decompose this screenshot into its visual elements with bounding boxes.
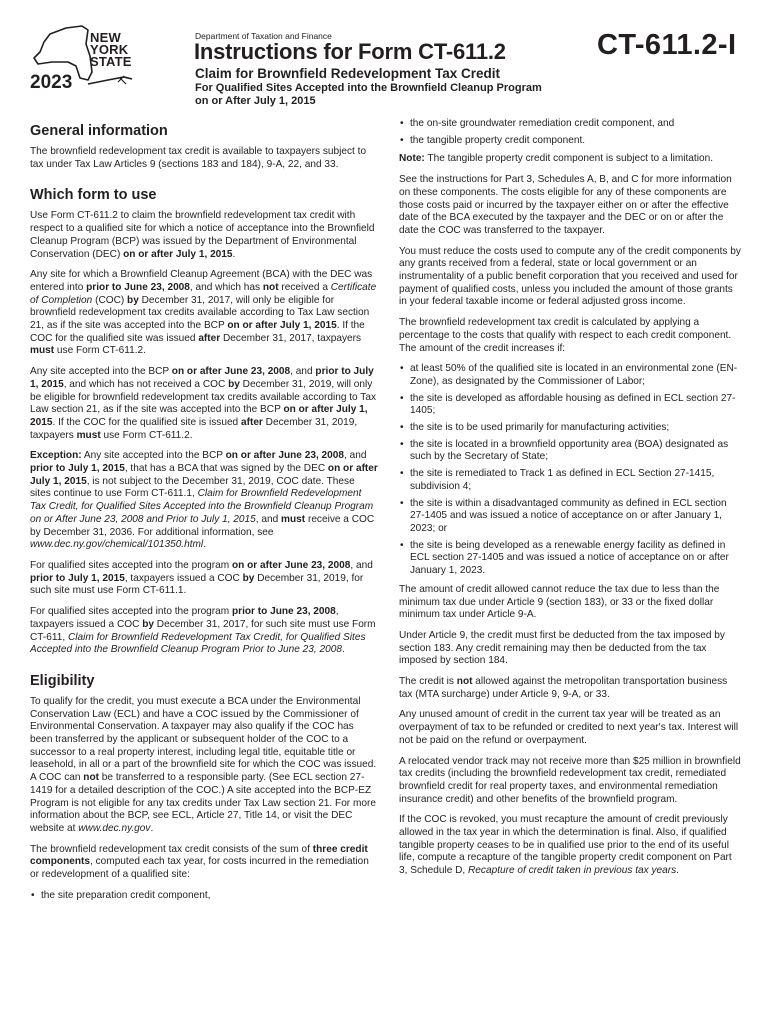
body-paragraph: The amount of credit allowed cannot reduce the tax due to less than the minimum tax due under Article 9 (section 183), or 33 or the fixed dollar minimum tax under Article 9-A. xyxy=(399,583,720,621)
list-item: • the site is located in a brownfield opportunity area (BOA) designated as such by the Secretary of State; xyxy=(399,439,742,464)
general-information-text: The brownfield redevelopment tax credit is available to taxpayers subject to tax under Tax Law Articles 9 (sections 183 and 184), 9-A, 22, and 33. xyxy=(30,146,367,170)
list-item: • the site is being developed as a renewable energy facility as defined in ECL section 27-1405 and was issued a notice of acceptance on or after January 1, 2023. xyxy=(399,540,742,578)
list-item: • the site is to be used primarily for manufacturing activities; xyxy=(399,422,742,435)
logo-line-3: STATE xyxy=(90,54,132,69)
logo-wordmark xyxy=(90,32,132,68)
credit-increase-list xyxy=(399,363,742,578)
form-code: CT-611.2-I xyxy=(597,29,737,61)
body-paragraph: The credit is not allowed against the metropolitan transportation business tax (MTA surcharge) under Article 9, 9-A, or 33. xyxy=(399,676,728,700)
note-paragraph: Note: The tangible property credit component is subject to a limitation. xyxy=(399,153,713,165)
body-paragraph: A relocated vendor track may not receive more than $25 million in brownfield tax credits (including the brownfield redevelopment tax credit, remediated brownfield credit for real property taxes, and environmental remediation insurance credit) and other benefits of the brownfield program. xyxy=(399,755,741,805)
body-paragraph: Under Article 9, the credit must first be deducted from the tax imposed by section 183. Any credit remaining may then be deducted from the tax imposed by section 184. xyxy=(399,629,725,667)
which-form-paragraph: Any site accepted into the BCP on or after June 23, 2008, and prior to July 1, 2015, and which has not received a COC by December 31, 2019, will only be eligible for brownfield redevelopment tax credits available according to Tax Law section 21, as if the site was accepted into the BCP on or after July 1, 2015. If the COC for the qualified site is issued after December 31, 2019, taxpayers must use Form CT-611.2. xyxy=(30,366,377,441)
body-paragraph: If the COC is revoked, you must recapture the amount of credit previously allowed in the tax year in which the determination is final. Also, if qualified tangible property ceases to be in qualified use prior to the end of its useful life, compute a recapture of the tangible property credit component on Part 3, Schedule D, Recapture of credit taken in previous tax years. xyxy=(399,814,732,877)
logo-line-2: YORK xyxy=(90,42,129,57)
list-item: • the on-site groundwater remediation credit component, and xyxy=(399,118,742,131)
which-form-paragraph: For qualified sites accepted into the program prior to June 23, 2008, taxpayers issued a COC by December 31, 2017, for such site must use Form CT-611, Claim for Brownfield Redevelopment Tax Credit, for Qualified Sites Accepted into the Brownfield Cleanup Program Prior to June 23, 2008. xyxy=(30,606,376,656)
dec-chemical-link[interactable]: www.dec.ny.gov/chemical/101350.html xyxy=(30,539,204,551)
list-item: • at least 50% of the qualified site is located in an environmental zone (EN-Zone), as designated by the Commissioner of Labor; xyxy=(399,363,742,388)
body-paragraph: See the instructions for Part 3, Schedules A, B, and C for more information on these components. The costs eligible for any of these components are those costs paid or incurred by the taxpayer either on or after the effective date of the BCA executed by the taxpayer and the DEC or on or after the date the COC was transferred to the taxpayer. xyxy=(399,174,732,236)
credit-components-list xyxy=(399,118,742,147)
page-subtitle-2: For Qualified Sites Accepted into the Brownfield Cleanup Program on or After July 1, 2015 xyxy=(195,82,542,107)
logo-line-1: NEW xyxy=(90,30,121,45)
eligibility-paragraph: The brownfield redevelopment tax credit consists of the sum of three credit components, computed each tax year, for costs incurred in the remediation or redevelopment of a qualified site: xyxy=(30,843,369,881)
page-title: Instructions for Form CT-611.2 xyxy=(194,39,506,64)
credit-components-list xyxy=(30,890,378,903)
list-item: • the site is within a disadvantaged community as defined in ECL section 27-1405 and was issued a notice of acceptance on or after January 1, 2023; or xyxy=(399,498,742,536)
which-form-paragraph: Any site for which a Brownfield Cleanup Agreement (BCA) with the DEC was entered into prior to June 23, 2008, and which has not received a Certificate of Completion (COC) by December 31, 2017, will only be eligible for brownfield redevelopment tax credits available according to Tax Law section 21, as if the site was accepted into the BCP on or after July 1, 2015. If the COC for the qualified site was issued after December 31, 2017, taxpayers must use Form CT-611.2. xyxy=(30,269,377,357)
general-information-heading: General information xyxy=(30,123,168,139)
eligibility-paragraph: To qualify for the credit, you must execute a BCA under the Environmental Conservation Law (ECL) and have a COC issued by the Commissioner of Environmental Conservation. A taxpayer may also qualify if the COC has been transferred by the applicant or subsequent holder of the COC to a successor to a real property interest, including legal title, equitable title or leasehold, in all or a part of the brownfield site for which the COC was issued. A COC can not be transferred to a responsible party. (See ECL section 27-1419 for a detailed description of the COC.) A site accepted into the BCP-EZ Program is not eligible for any tax credits under Tax Law section 21. For more information about the BCP, see ECL, Article 27, Title 14, or visit the DEC website at www.dec.ny.gov. xyxy=(30,695,377,834)
nys-logo xyxy=(28,22,178,98)
page-subtitle: Claim for Brownfield Redevelopment Tax Credit xyxy=(195,66,501,81)
right-column xyxy=(399,118,742,886)
which-form-paragraph: For qualified sites accepted into the program on or after June 23, 2008, and prior to July 1, 2015, taxpayers issued a COC by December 31, 2019, for such site must use Form CT-611.1. xyxy=(30,559,373,597)
which-form-paragraph: Use Form CT-611.2 to claim the brownfield redevelopment tax credit with respect to a qualified site for which a notice of acceptance into the Brownfield Cleanup Program (BCP) was issued by the Department of Environmental Conservation (DEC) on or after July 1, 2015. xyxy=(30,210,375,260)
eligibility-heading: Eligibility xyxy=(30,672,95,689)
dec-website-link[interactable]: www.dec.ny.gov xyxy=(78,822,151,834)
list-item: • the site is remediated to Track 1 as defined in ECL Section 27-1415, subdivision 4; xyxy=(399,468,742,493)
which-form-heading: Which form to use xyxy=(30,187,157,204)
body-paragraph: The brownfield redevelopment tax credit is calculated by applying a percentage to the costs that qualify with respect to each credit component. The amount of the credit increases if: xyxy=(399,317,732,354)
list-item: • the site is developed as affordable housing as defined in ECL section 27-1405; xyxy=(399,393,742,418)
body-paragraph: You must reduce the costs used to compute any of the credit components by any grants received from a federal, state or local government or an instrumentality of a public benefit corporation that you received and used for payment of qualified costs, unless you included the amount of those grants in your federal taxable income or federal adjusted gross income. xyxy=(399,245,741,308)
department-name: Department of Taxation and Finance xyxy=(195,31,332,41)
body-paragraph: Any unused amount of credit in the current tax year will be treated as an overpayment of tax to be refunded or credited to next year's tax. Interest will not be paid on the refund or overpayment. xyxy=(399,709,739,746)
list-item: • the tangible property credit component. xyxy=(399,135,742,148)
list-item: • the site preparation credit component, xyxy=(30,890,378,903)
exception-paragraph: Exception: Any site accepted into the BCP on or after June 23, 2008, and prior to July 1, 2015, that has a BCA that was signed by the DEC on or after July 1, 2015, is not subject to the December 31, 2019, COC date. These sites continue to use Form CT-611.1, Claim for Brownfield Redevelopment Tax Credit, for Qualified Sites Accepted into the Brownfield Cleanup Program on or After June 23, 2008 and Prior to July 1, 2015, and must receive a COC by December 31, 2036. For additional information, see www.dec.ny.gov/chemical/101350.html. xyxy=(30,450,378,551)
logo-year: 2023 xyxy=(30,72,73,93)
left-column xyxy=(30,120,378,908)
